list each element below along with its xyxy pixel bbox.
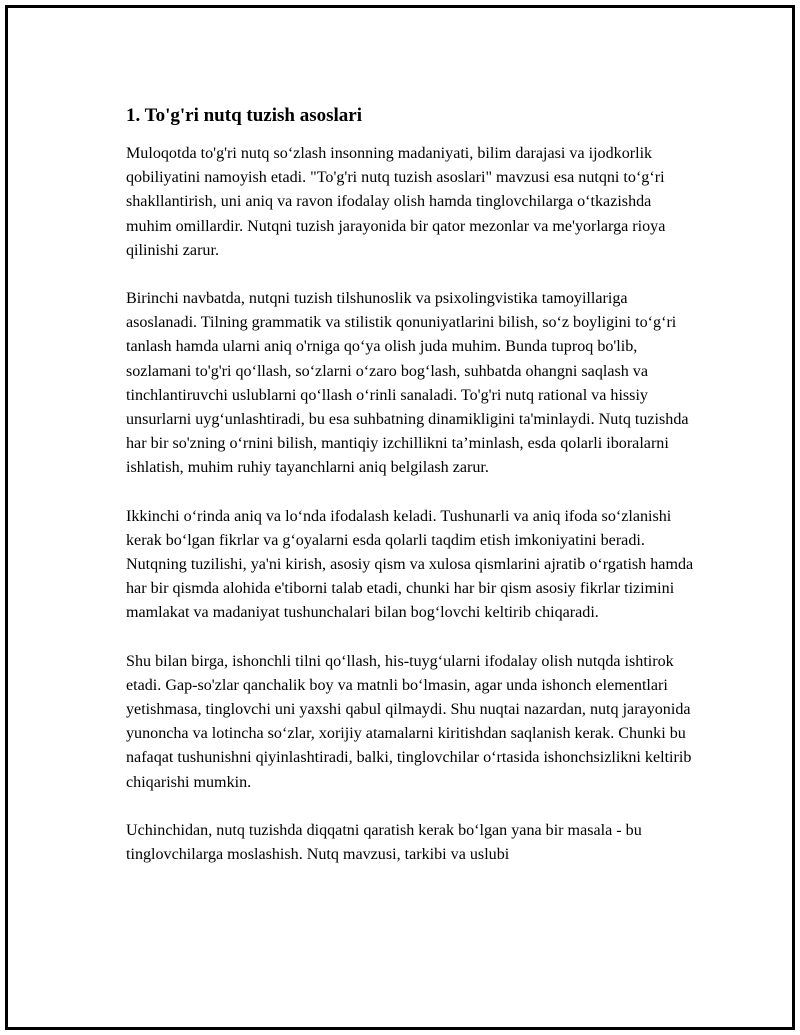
paragraph-confidence: Shu bilan birga, ishonchli tilni qo‘llash, his-tuyg‘ularni ifodalay olish nutqda ishtirok etadi. Gap-so'zlar qanchalik boy va matnli bo‘lmasin, agar unda ishonch elementlari yetishmasa, tinglovchi uni yaxshi qabul qilmaydi. Shu nuqtai nazardan, nutq jarayonida yunoncha va lotincha so‘zlar, xorijiy atamalarni kiritishdan saqlanish kerak. Chunki bu nafaqat tushunishni qiyinlashtiradi, balki, tinglovchilar o‘rtasida ishonchsizlikni keltirib chiqarishi mumkin. [126, 652, 692, 791]
paragraph-third-point: Uchinchidan, nutq tuzishda diqqatni qaratish kerak bo‘lgan yana bir masala - bu tinglovchilarga moslashish. Nutq mavzusi, tarkibi va uslubi [126, 821, 642, 864]
paragraph-second-point: Ikkinchi o‘rinda aniq va lo‘nda ifodalash keladi. Tushunarli va aniq ifoda so‘zlanishi kerak bo‘lgan fikrlar va g‘oyalarni esda qolarli taqdim etish imkoniyatini beradi. Nutqning tuzilishi, ya'ni kirish, asosiy qism va xulosa qismlarini ajratib o‘rgatish hamda har bir qismda alohida e'tiborni talab etadi, chunki har bir qism asosiy fikrlar tizimini mamlakat va madaniyat tushunchalari bilan bog‘lovchi keltirib chiqaradi. [126, 507, 694, 622]
section-title: 1. To'g'ri nutq tuzish asoslari [126, 105, 362, 126]
page-frame [5, 5, 795, 1030]
document-body [126, 104, 696, 891]
paragraph-first-point: Birinchi navbatda, nutqni tuzish tilshunoslik va psixolingvistika tamoyillariga asoslanadi. Tilning grammatik va stilistik qonuniyatlarini bilish, so‘z boyligini to‘g‘ri tanlash hamda ularni aniq o'rniga qo‘ya olish juda muhim. Bunda tuproq bo'lib, sozlamani to'g'ri qo‘llash, so‘zlarni o‘zaro bog‘lash, suhbatda ohangni saqlash va tinchlantiruvchi uslublarni qo‘llash o‘rinli sanaladi. To'g'ri nutq rational va hissiy unsurlarni uyg‘unlashtiradi, bu esa suhbatning dinamikligini ta'minlaydi. Nutq tuzishda har bir so'zning o‘rnini bilish, mantiqiy izchillikni ta’minlash, esda qolarli iboralarni ishlatish, muhim ruhiy tayanchlarni aniq belgilash zarur. [126, 290, 689, 477]
paragraph-intro: Muloqotda to'g'ri nutq so‘zlash insonning madaniyati, bilim darajasi va ijodkorlik qobiliyatini namoyish etadi. "To'g'ri nutq tuzish asoslari" mavzusi esa nutqni to‘g‘ri shakllantirish, uni aniq va ravon ifodalay olish hamda tinglovchilarga o‘tkazishda muhim omillardir. Nutqni tuzish jarayonida bir qator mezonlar va me'yorlarga rioya qilinishi zarur. [126, 145, 666, 259]
